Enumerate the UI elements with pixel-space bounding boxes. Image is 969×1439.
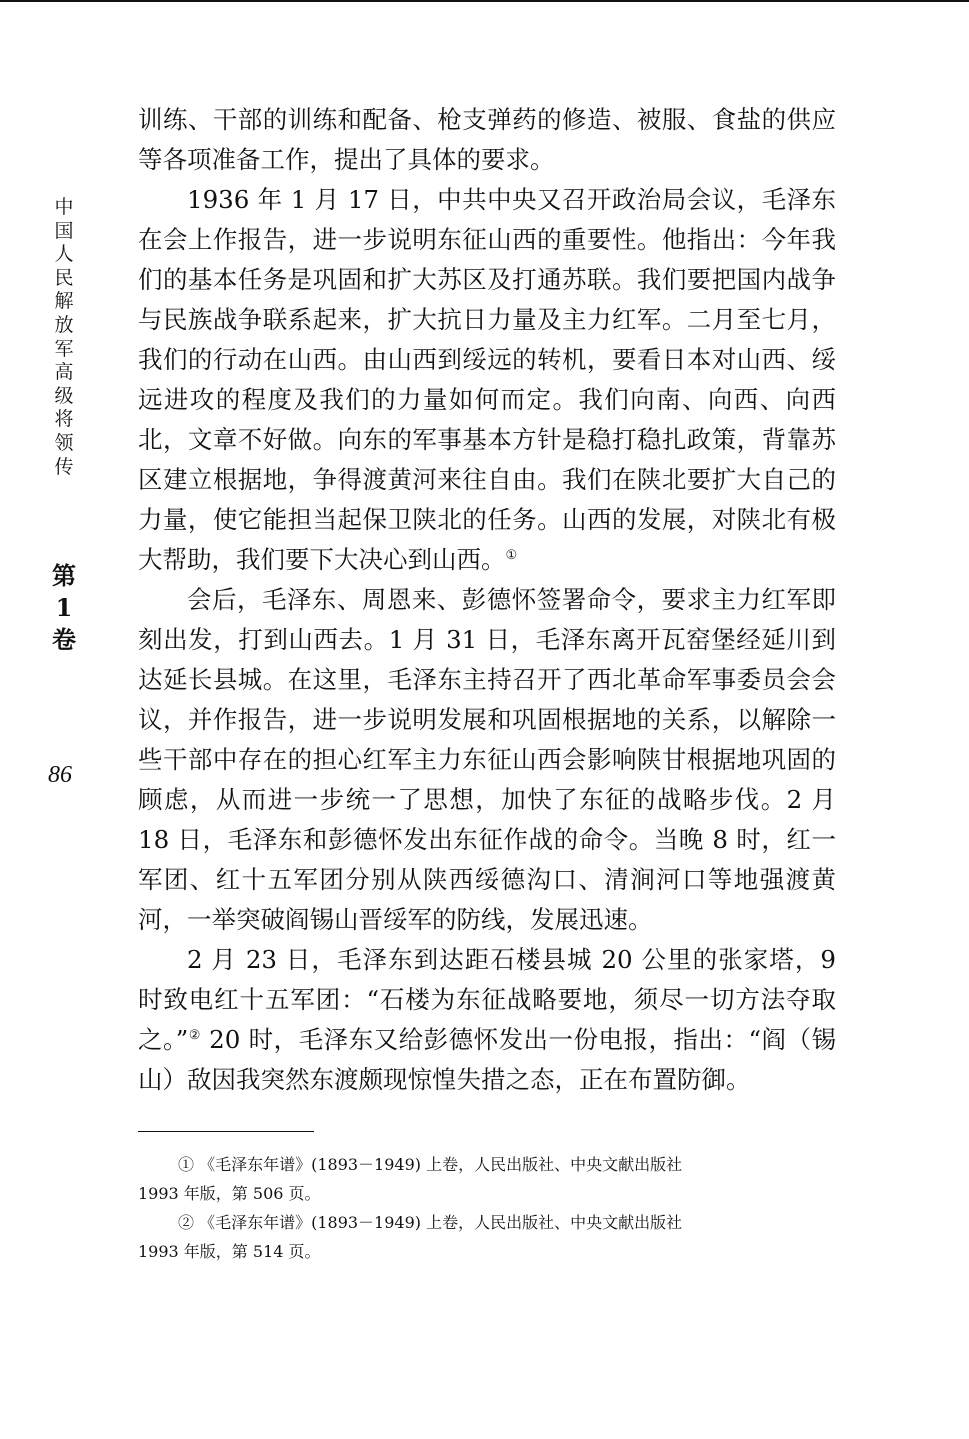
top-border-rule [0,0,969,2]
paragraph-text: 2 月 23 日，毛泽东到达距石楼县城 20 公里的张家塔，9 时致电红十五军团：“石楼为东征战略要地，须尽一切方法夺取之。” [138,945,836,1054]
book-title-char: 级 [54,384,74,407]
footnote-separator [138,1131,314,1132]
book-title-char: 高 [54,361,74,384]
paragraph [138,180,836,580]
book-title-char: 放 [54,313,74,336]
paragraph-text: 1936 年 1 月 17 日，中共中央又召开政治局会议，毛泽东在会上作报告，进一步说明东征山西的重要性。他指出：今年我们的基本任务是巩固和扩大苏区及打通苏联。我们要把国内战争与民族战争联系起来，扩大抗日力量及主力红军。二月至七月，我们的行动在山西。由山西到绥远的转机，要看日本对山西、绥远进攻的程度及我们的力量如何而定。我们向南、向西、向西北，文章不好做。向东的军事基本方针是稳打稳扎政策，背靠苏区建立根据地，争得渡黄河来往自由。我们在陕北要扩大自己的力量，使它能担当起保卫陕北的任务。山西的发展，对陕北有极大帮助，我们要下大决心到山西。 [138,185,836,574]
book-title-vertical [52,196,76,479]
body-text [138,100,836,1100]
volume-char: 第 [52,561,76,590]
paragraph-text-continued: 20 时，毛泽东又给彭德怀发出一份电报，指出：“阎（锡山）敌因我突然东渡颇现惊惶失措之态，正在布置防御。 [138,1025,836,1094]
book-title-char: 解 [54,290,74,313]
paragraph [138,940,836,1100]
book-title-char: 军 [54,337,74,360]
book-title-char: 国 [54,219,74,242]
book-title-char: 人 [54,243,74,266]
footnote [138,1150,838,1208]
book-title-char: 领 [54,431,74,454]
paragraph [138,100,836,180]
footnote-marker: ② [188,1027,201,1043]
page-number: 86 [48,762,72,788]
footnote-line: 1993 年版，第 506 页。 [138,1184,321,1203]
footnote-line: 1993 年版，第 514 页。 [138,1242,321,1261]
book-title-char: 传 [54,455,74,478]
volume-label-vertical [48,560,80,656]
volume-char: 卷 [52,625,76,654]
book-title-char: 将 [54,408,74,431]
paragraph-text: 会后，毛泽东、周恩来、彭德怀签署命令，要求主力红军即刻出发，打到山西去。1 月 31 日，毛泽东离开瓦窑堡经延川到达延长县城。在这里，毛泽东主持召开了西北革命军事委员会会议，并作报告，进一步说明发展和巩固根据地的关系，以解除一些干部中存在的担心红军主力东征山西会影响陕甘根据地巩固的顾虑，从而进一步统一了思想，加快了东征的战略步伐。2 月 18 日，毛泽东和彭德怀发出东征作战的命令。当晚 8 时，红一军团、红十五军团分别从陕西绥德沟口、清涧河口等地强渡黄河，一举突破阎锡山晋绥军的防线，发展迅速。 [138,585,836,934]
book-title-char: 民 [54,266,74,289]
paragraph-text: 训练、干部的训练和配备、枪支弹药的修造、被服、食盐的供应等各项准备工作，提出了具体的要求。 [138,105,836,174]
footnote-line: ② 《毛泽东年谱》(1893－1949) 上卷，人民出版社、中央文献出版社 [178,1213,683,1232]
footnote [138,1208,838,1266]
book-title-char: 中 [54,196,74,218]
footnote-line: ① 《毛泽东年谱》(1893－1949) 上卷，人民出版社、中央文献出版社 [178,1155,683,1174]
footnotes [138,1150,838,1266]
volume-char: 1 [55,593,73,622]
footnote-marker: ① [505,547,518,563]
paragraph [138,580,836,940]
